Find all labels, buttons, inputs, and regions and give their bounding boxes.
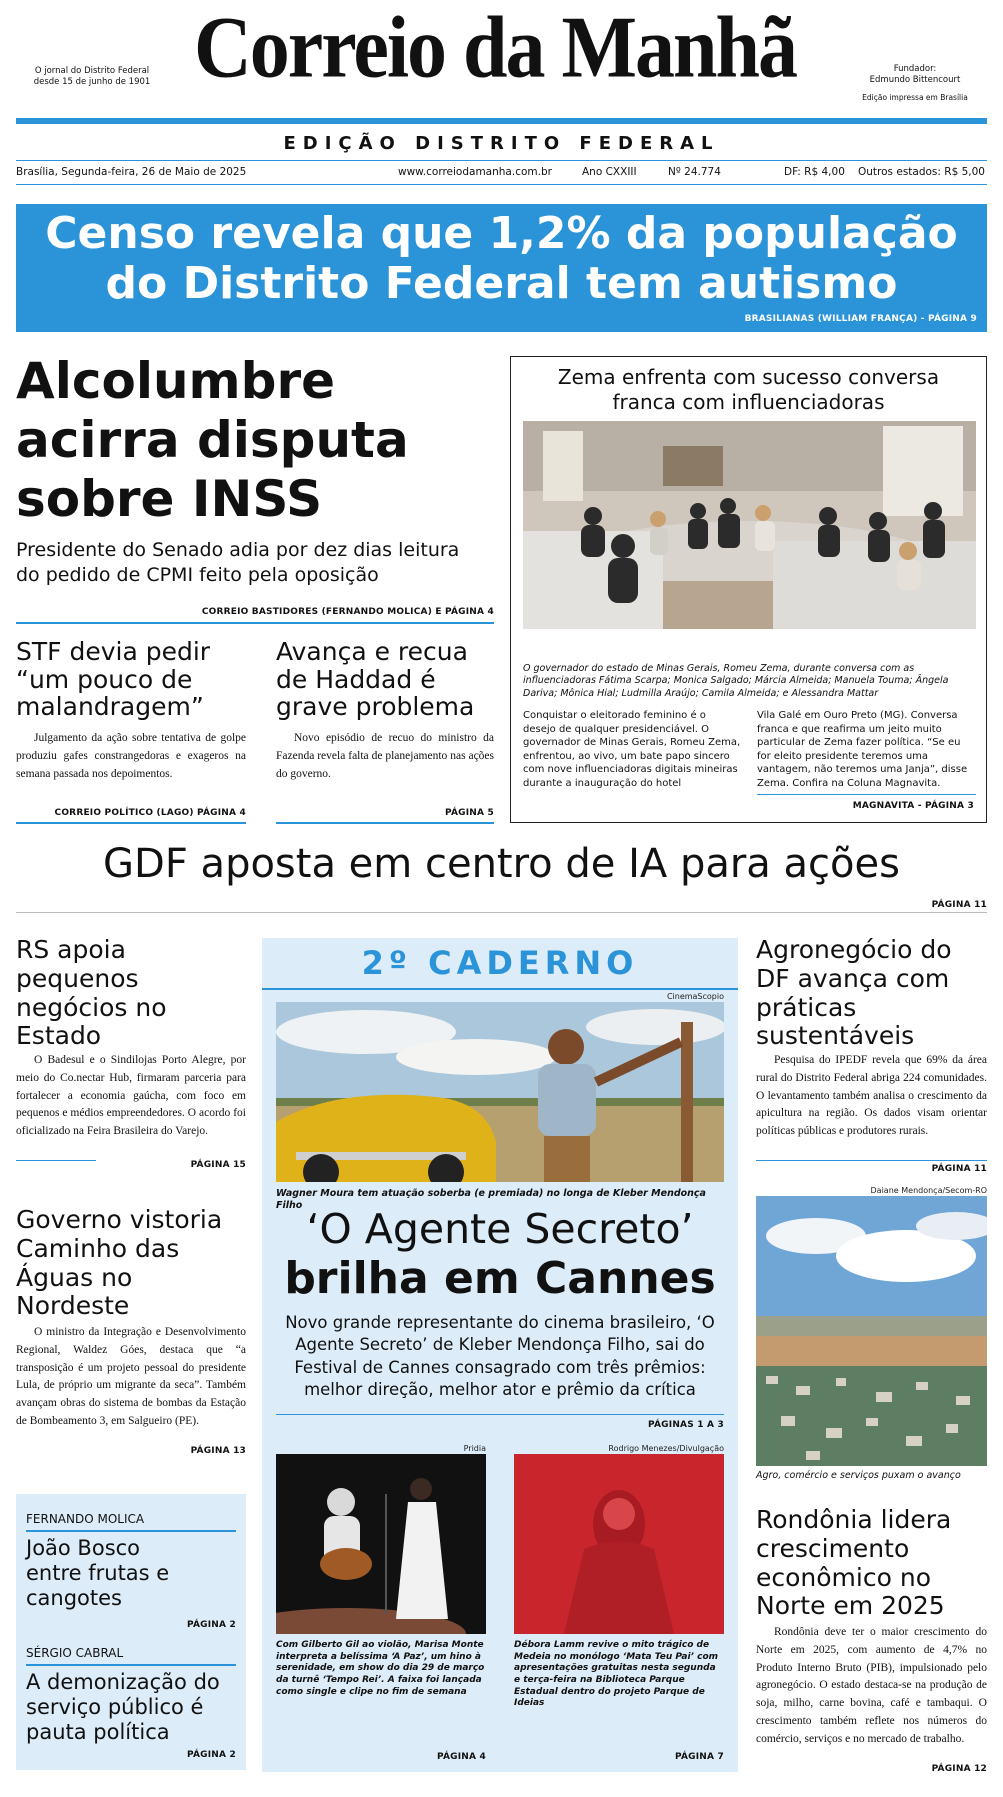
- gil-photo: [276, 1454, 486, 1634]
- masthead-note-left-1: O jornal do Distrito Federal: [34, 66, 150, 76]
- rondonia-ref: PÁGINA 12: [931, 1764, 987, 1774]
- date-line: Brasília, Segunda-feira, 26 de Maio de 2025: [16, 166, 247, 178]
- haddad-body: Novo episódio de recuo do ministro da Fazenda revela falta de planejamento nas ações do governo.: [276, 732, 494, 780]
- masthead-print-note: Edição impressa em Brasília: [862, 93, 968, 102]
- lamm-ref: PÁGINA 7: [675, 1752, 724, 1762]
- lead-subhead: Presidente do Senado adia por dez dias leitura do pedido de CPMI feito pela oposição: [16, 539, 460, 586]
- gdf-headline: GDF aposta em centro de IA para ações: [103, 841, 900, 887]
- caderno-headline-1: ‘O Agente Secreto’: [306, 1205, 694, 1253]
- cannes-photo: [276, 1002, 724, 1182]
- zema-headline: Zema enfrenta com sucesso conversa franca com influenciadoras: [557, 365, 940, 414]
- vistoria-body: O ministro da Integração e Desenvolvimento Regional, Waldez Góes, destaca que “a transposição é um projeto pessoal do presidente Lula, de próprio um migrante da seca”. Também avançam obras do sistema de bombas da Estação de Bombeamento 3, em Salgueiro (PE).: [16, 1326, 246, 1428]
- zema-ref: MAGNAVITA - PÁGINA 3: [852, 801, 974, 811]
- gil-photo-credit: Pridia: [463, 1444, 486, 1453]
- year-label: Ano CXXIII: [582, 166, 637, 178]
- agro-body: Pesquisa do IPEDF revela que 69% da área rural do Distrito Federal abriga 224 comunidades. O levantamento também analisa o crescimento da apicultura na região. Os dados visam orientar políticas públicas e produtores rurais.: [756, 1054, 987, 1138]
- masthead-note-right-1: Fundador:: [893, 64, 937, 74]
- caderno-caption: Wagner Moura tem atuação soberba (e premiada) no longa de Kleber Mendonça Filho: [276, 1188, 706, 1212]
- caderno-subhead: Novo grande representante do cinema brasileiro, ‘O Agente Secreto’ de Kleber Mendonça Filho, sai do Festival de Cannes consagrado com três prêmios: melhor direção, melhor ator e prêmio da crítica: [285, 1313, 715, 1399]
- banner-headline-1: Censo revela que 1,2% da população: [45, 208, 958, 259]
- zema-caption: O governador do estado de Minas Gerais, Romeu Zema, durante conversa com as influenciadoras Fátima Scarpa; Monica Salgado; Márcia Almeida; Manuela Touma; Ângela Dariva; Mônica Hial; Ludmilla Araújo; Camila Almeida; e Alessandra Mattar: [523, 663, 949, 699]
- caderno-ref: PÁGINAS 1 A 3: [648, 1420, 724, 1430]
- banner: [16, 204, 987, 332]
- stf-body: Julgamento da ação sobre tentativa de golpe produziu gafes constrangedoras e exageros na semana passada nos depoimentos.: [16, 732, 246, 780]
- column-2-ref: PÁGINA 2: [187, 1750, 236, 1760]
- lamm-photo-credit: Rodrigo Menezes/Divulgação: [608, 1444, 724, 1453]
- caderno-headline-2: brilha em Cannes: [284, 1253, 716, 1304]
- lead-headline-1: Alcolumbre: [16, 352, 336, 410]
- masthead-rule: [16, 118, 987, 124]
- rondonia-headline: Rondônia lidera crescimento econômico no Norte em 2025: [756, 1505, 952, 1621]
- zema-box: [510, 356, 987, 823]
- rondonia-photo: [756, 1196, 987, 1466]
- agro-ref: PÁGINA 11: [931, 1164, 987, 1174]
- gdf-ref: PÁGINA 11: [931, 900, 987, 910]
- rs-body: O Badesul e o Sindilojas Porto Alegre, por meio do Co.nectar Hub, firmaram parceria para fortalecer a economia gaúcha, com foco em pequenos e médios empreendedores. O acordo foi oficializado na Feira Brasileira do Varejo.: [16, 1054, 246, 1138]
- zema-body-right: Vila Galé em Ouro Preto (MG). Conversa franca e que reafirma um jeito muito particular de Zema fazer política. “Se eu for eleito presidente teremos uma vantagem, não teremos uma Janja”, disse Zema. Confira na Coluna Magnavita.: [757, 710, 968, 789]
- stf-headline: STF devia pedir “um pouco de malandragem”: [16, 637, 211, 721]
- vistoria-headline: Governo vistoria Caminho das Águas no Nordeste: [16, 1205, 223, 1321]
- price-other: Outros estados: R$ 5,00: [858, 166, 985, 178]
- haddad-ref: PÁGINA 5: [445, 808, 494, 818]
- issue-number: Nº 24.774: [668, 166, 721, 178]
- lead-headline-2: acirra disputa: [16, 411, 409, 469]
- columns-box: [16, 1494, 246, 1770]
- caderno-photo-credit: CinemaScopio: [666, 992, 724, 1001]
- zema-body-left: Conquistar o eleitorado feminino é o desejo de qualquer presidenciável. O governador de Minas Gerais, Romeu Zema, enfrentou, ao vivo, um bate papo sincero com nove influenciadoras digitais mineiras durante a inauguração do hotel: [523, 710, 741, 789]
- masthead-title: Correio da Manhã: [193, 0, 797, 97]
- banner-ref: BRASILIANAS (WILLIAM FRANÇA) - PÁGINA 9: [744, 314, 977, 324]
- price-df: DF: R$ 4,00: [784, 166, 845, 178]
- caderno-box: [262, 938, 738, 1772]
- caderno-label: 2º CADERNO: [361, 944, 639, 982]
- stf-ref: CORREIO POLÍTICO (LAGO) PÁGINA 4: [54, 808, 246, 818]
- gil-caption: Com Gilberto Gil ao violão, Marisa Monte interpreta a belíssima ‘A Paz’, um hino à serenidade, em show do dia 29 de março da turnê ‘Tempo Rei’. A faixa foi lançada como single e clipe no fim de semana: [276, 1640, 485, 1697]
- banner-headline-2: do Distrito Federal tem autismo: [105, 258, 898, 309]
- lamm-caption: Débora Lamm revive o mito trágico de Medeia no monólogo ‘Mata Teu Pai’ com apresentações gratuitas nesta segunda e terça-feira na Biblioteca Parque Estadual dentro do projeto Parque de Ideias: [514, 1640, 719, 1709]
- lamm-photo: [514, 1454, 724, 1634]
- column-2-title: A demonização do serviço público é pauta política: [26, 1670, 220, 1745]
- column-1-ref: PÁGINA 2: [187, 1620, 236, 1630]
- vistoria-ref: PÁGINA 13: [190, 1446, 246, 1456]
- column-1-title: João Bosco entre frutas e cangotes: [26, 1536, 170, 1611]
- gil-ref: PÁGINA 4: [437, 1752, 486, 1762]
- column-1-author: FERNANDO MOLICA: [26, 1512, 145, 1526]
- edition-label: EDIÇÃO DISTRITO FEDERAL: [283, 133, 720, 154]
- rs-headline: RS apoia pequenos negócios no Estado: [16, 935, 167, 1051]
- rondonia-caption: Agro, comércio e serviços puxam o avanço: [756, 1470, 961, 1481]
- haddad-headline: Avança e recua de Haddad é grave problema: [276, 637, 475, 721]
- rondonia-body: Rondônia deve ter o maior crescimento do Norte em 2025, com aumento de 4,7% no Produto Interno Bruto (PIB), impulsionado pelo agronegócio. O estado destaca-se na produção de soja, milho, carne bovina, café e tambaqui. O crescimento também reflete nos números do comércio, serviços e no mercado de trabalho.: [756, 1626, 987, 1745]
- lead-ref: CORREIO BASTIDORES (FERNANDO MOLICA) E PÁGINA 4: [201, 607, 494, 617]
- site-link[interactable]: www.correiodamanha.com.br: [398, 166, 552, 178]
- zema-photo: [523, 421, 976, 629]
- column-2-author: SÉRGIO CABRAL: [26, 1646, 124, 1660]
- masthead-note-left-2: desde 15 de junho de 1901: [33, 76, 151, 87]
- lead-headline-3: sobre INSS: [16, 470, 323, 528]
- agro-headline: Agronegócio do DF avança com práticas sustentáveis: [756, 935, 952, 1051]
- rondonia-photo-credit: Daiane Mendonça/Secom-RO: [870, 1186, 987, 1195]
- masthead-note-right-2: Edmundo Bittencourt: [869, 74, 961, 85]
- rs-ref: PÁGINA 15: [190, 1160, 246, 1170]
